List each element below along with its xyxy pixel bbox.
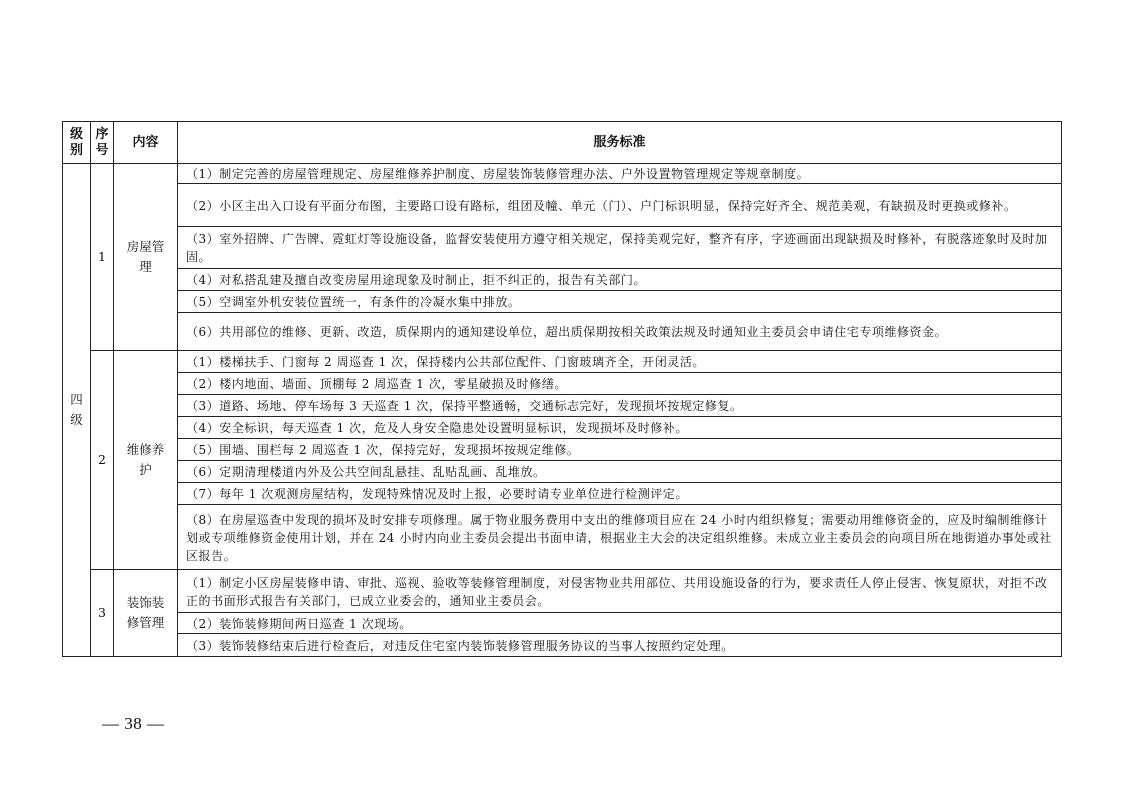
- standard-item: （3）装饰装修结束后进行检查后，对违反住宅室内装饰装修管理服务协议的当事人按照约定处理。: [178, 634, 1062, 657]
- table-row: [63, 461, 1062, 483]
- table-row: [63, 439, 1062, 461]
- standard-item: （3）室外招牌、广告牌、霓虹灯等设施设备，监督安装使用方遵守相关规定，保持美观完好，整齐有序，字迹画面出现缺损及时修补，有脱落迹象时及时加固。: [178, 227, 1062, 269]
- service-standard-table: [62, 121, 1062, 657]
- standard-item: （1）制定小区房屋装修申请、审批、巡视、验收等装修管理制度，对侵害物业共用部位、共用设施设备的行为，要求责任人停止侵害、恢复原状，对拒不改正的书面形式报告有关部门，已成立业委会的，通知业主委员会。: [178, 570, 1062, 613]
- standard-item: （4）安全标识，每天巡查 1 次，危及人身安全隐患处设置明显标识，发现损坏及时修补。: [178, 417, 1062, 439]
- standard-item: （2）楼内地面、墙面、顶棚每 2 周巡查 1 次，零星破损及时修缮。: [178, 373, 1062, 395]
- content-cell: 装饰装修管理: [114, 570, 178, 657]
- header-level: 级 别: [63, 122, 91, 164]
- content-cell: 房屋管理: [114, 164, 178, 351]
- level-cell: 四级: [63, 164, 91, 657]
- table-row: [63, 613, 1062, 634]
- seq-cell: 2: [91, 351, 114, 570]
- standard-item: （5）空调室外机安装位置统一，有条件的冷凝水集中排放。: [178, 291, 1062, 313]
- table-row: [63, 373, 1062, 395]
- table-row: [63, 269, 1062, 291]
- table-row: [63, 570, 1062, 613]
- table-row: [63, 164, 1062, 184]
- header-content: 内容: [114, 122, 178, 164]
- table-row: [63, 291, 1062, 313]
- standard-item: （8）在房屋巡查中发现的损坏及时安排专项修理。属于物业服务费用中支出的维修项目应在 24 小时内组织修复；需要动用维修资金的，应及时编制维修计划或专项维修资金使用计划，并在 24 小时内向业主委员会提出书面申请，根据业主大会的决定组织维修。未成立业主委员会的向项目所在地街道办事处或社区报告。: [178, 505, 1062, 570]
- page-number: — 38 —: [102, 714, 165, 733]
- standard-item: （1）楼梯扶手、门窗每 2 周巡查 1 次，保持楼内公共部位配件、门窗玻璃齐全，开闭灵活。: [178, 351, 1062, 373]
- standard-item: （2）小区主出入口设有平面分布图，主要路口设有路标，组团及幢、单元（门）、户门标识明显，保持完好齐全、规范美观，有缺损及时更换或修补。: [178, 184, 1062, 227]
- standard-item: （5）围墙、围栏每 2 周巡查 1 次，保持完好，发现损坏按规定维修。: [178, 439, 1062, 461]
- table-row: [63, 313, 1062, 351]
- standard-item: （1）制定完善的房屋管理规定、房屋维修养护制度、房屋装饰装修管理办法、户外设置物管理规定等规章制度。: [178, 164, 1062, 184]
- standard-item: （7）每年 1 次观测房屋结构，发现特殊情况及时上报，必要时请专业单位进行检测评定。: [178, 483, 1062, 505]
- table-row: [63, 483, 1062, 505]
- standard-item: （6）共用部位的维修、更新、改造，质保期内的通知建设单位，超出质保期按相关政策法规及时通知业主委员会申请住宅专项维修资金。: [178, 313, 1062, 351]
- table-row: [63, 184, 1062, 227]
- seq-cell: 1: [91, 164, 114, 351]
- table-row: [63, 395, 1062, 417]
- table-row: [63, 634, 1062, 657]
- standard-item: （4）对私搭乱建及擅自改变房屋用途现象及时制止，拒不纠正的，报告有关部门。: [178, 269, 1062, 291]
- standard-item: （3）道路、场地、停车场每 3 天巡查 1 次，保持平整通畅，交通标志完好，发现损坏按规定修复。: [178, 395, 1062, 417]
- header-row: [63, 122, 1062, 164]
- header-standard: 服务标准: [178, 122, 1062, 164]
- content-cell: 维修养护: [114, 351, 178, 570]
- standard-item: （6）定期清理楼道内外及公共空间乱悬挂、乱贴乱画、乱堆放。: [178, 461, 1062, 483]
- standard-item: （2）装饰装修期间两日巡查 1 次现场。: [178, 613, 1062, 634]
- header-seq: 序 号: [91, 122, 114, 164]
- table-row: [63, 227, 1062, 269]
- table-row: [63, 505, 1062, 570]
- table-row: [63, 417, 1062, 439]
- seq-cell: 3: [91, 570, 114, 657]
- table-row: [63, 351, 1062, 373]
